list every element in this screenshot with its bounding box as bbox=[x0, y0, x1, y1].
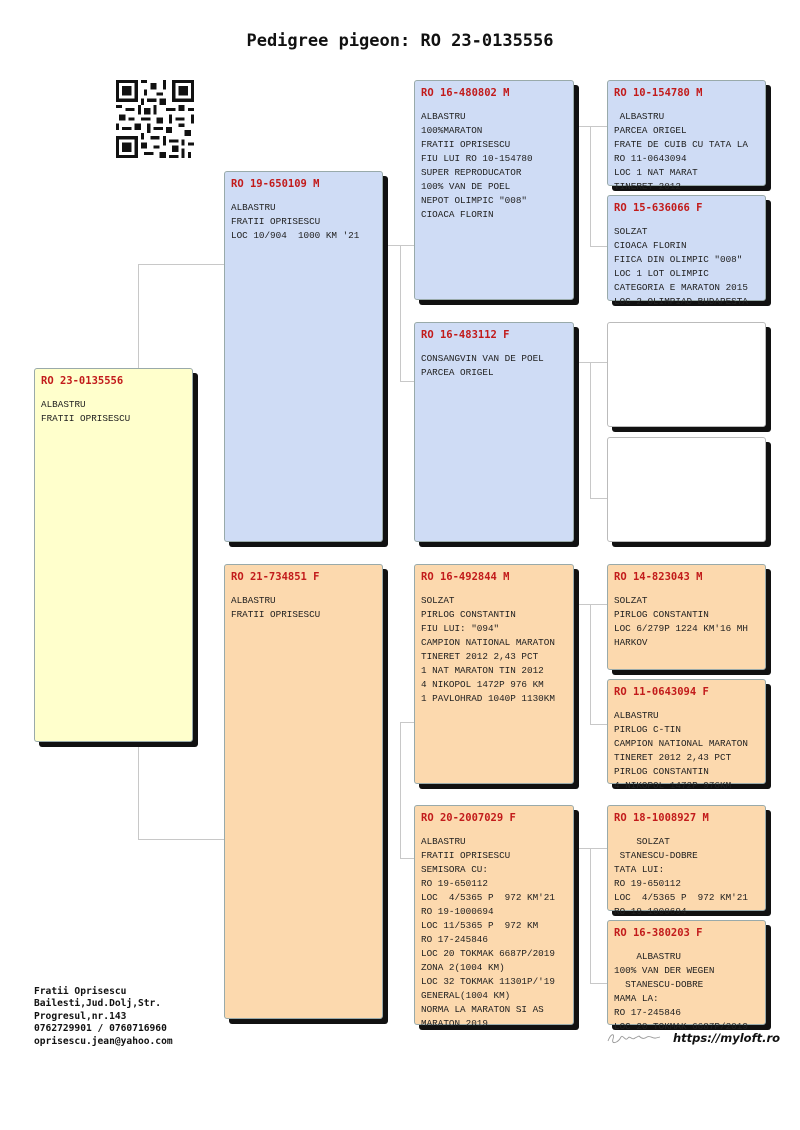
connector-line bbox=[590, 362, 591, 498]
info-line: RO 17-245846 bbox=[421, 934, 488, 945]
info-line: LOC 32 TOKMAK 11301P/'19 bbox=[421, 976, 555, 987]
ring-number: RO 10-154780 M bbox=[614, 87, 703, 99]
ring-number: RO 16-380203 F bbox=[614, 927, 703, 939]
info-line: GENERAL(1004 KM) bbox=[421, 990, 511, 1001]
info-line: LOC 1 NAT MARAT bbox=[614, 167, 698, 178]
breeder-email[interactable]: oprisescu.jean@yahoo.com bbox=[34, 1035, 173, 1047]
info-line: PIRLOG CONSTANTIN bbox=[421, 609, 516, 620]
info-line: RO 19-650112 bbox=[421, 878, 488, 889]
great-granddam-4-card[interactable] bbox=[607, 920, 766, 1032]
info-line: FRATE DE CUIB CU TATA LA bbox=[614, 139, 748, 150]
page-title: Pedigree pigeon: RO 23-0135556 bbox=[246, 31, 554, 51]
website-link[interactable]: https://myloft.ro bbox=[673, 1031, 781, 1045]
info-line: TINERET 2012 bbox=[614, 181, 681, 192]
dam-card[interactable] bbox=[224, 564, 383, 1019]
grandsire-paternal-card[interactable] bbox=[414, 80, 574, 300]
ring-number: RO 16-480802 M bbox=[421, 87, 510, 99]
great-grandsire-2-card[interactable] bbox=[607, 322, 766, 427]
info-line: CATEGORIA E MARATON 2015 bbox=[614, 282, 748, 293]
connector-line bbox=[400, 245, 401, 381]
connector-line bbox=[138, 839, 224, 840]
breeder-line: Progresul,nr.143 bbox=[34, 1010, 127, 1022]
info-line: 4 NIKOPOL 1472P 976KM bbox=[614, 780, 732, 791]
info-line: NEPOT OLIMPIC "008" bbox=[421, 195, 528, 206]
ring-number: RO 16-492844 M bbox=[421, 571, 510, 583]
info-line: ALBASTRU bbox=[421, 836, 466, 847]
ring-number: RO 23-0135556 bbox=[41, 375, 124, 387]
info-line: PIRLOG CONSTANTIN bbox=[614, 609, 709, 620]
breeder-line: Bailesti,Jud.Dolj,Str. bbox=[34, 998, 162, 1010]
info-line: SOLZAT bbox=[614, 836, 670, 847]
breeder-line: 0762729901 / 0760716960 bbox=[34, 1023, 167, 1035]
info-line: PARCEA ORIGEL bbox=[421, 367, 494, 378]
info-line: CAMPION NATIONAL MARATON bbox=[421, 637, 555, 648]
great-grandsire-3-card[interactable] bbox=[607, 564, 766, 670]
info-line: FIICA DIN OLIMPIC "008" bbox=[614, 254, 743, 265]
connector-line bbox=[574, 126, 608, 127]
info-line: RO 19-1000694 bbox=[614, 906, 687, 917]
info-line: RO 17-245846 bbox=[614, 1007, 681, 1018]
info-line: MARATON 2019 bbox=[421, 1018, 488, 1029]
info-line: 4 NIKOPOL 1472P 976 KM bbox=[421, 679, 544, 690]
granddam-paternal-card[interactable] bbox=[414, 322, 574, 542]
connector-line bbox=[400, 381, 415, 382]
info-line: 1 NAT MARATON TIN 2012 bbox=[421, 665, 544, 676]
info-line: LOC 11/5365 P 972 KM bbox=[421, 920, 539, 931]
info-line: PIRLOG C-TIN bbox=[614, 724, 681, 735]
connector-line bbox=[138, 264, 139, 368]
granddam-maternal-card[interactable] bbox=[414, 805, 574, 1029]
info-line: LOC 6/279P 1224 KM'16 MH bbox=[614, 623, 748, 634]
info-line: TINERET 2012 2,43 PCT bbox=[421, 651, 539, 662]
info-line: LOC 20 TOKMAK 6687P/2019 bbox=[614, 1021, 748, 1032]
breeder-line: Fratii Oprisescu bbox=[34, 986, 127, 997]
connector-line bbox=[574, 362, 608, 363]
info-line: LOC 2 OLIMPIAD BUDAPESTA bbox=[614, 296, 748, 307]
great-granddam-2-card[interactable] bbox=[607, 437, 766, 542]
grandsire-maternal-card[interactable] bbox=[414, 564, 574, 784]
connector-line bbox=[590, 848, 591, 983]
info-line: NORMA LA MARATON SI AS bbox=[421, 1004, 544, 1015]
info-line: RO 19-650112 bbox=[614, 878, 681, 889]
info-line: FRATII OPRISESCU bbox=[231, 216, 321, 227]
info-line: SEMISORA CU: bbox=[421, 864, 488, 875]
info-line: LOC 1 LOT OLIMPIC bbox=[614, 268, 709, 279]
info-line: FIU LUI: "094" bbox=[421, 623, 500, 634]
info-line: ALBASTRU bbox=[614, 111, 665, 122]
info-line: LOC 20 TOKMAK 6687P/2019 bbox=[421, 948, 555, 959]
connector-line bbox=[138, 742, 139, 839]
breeder-contact bbox=[34, 986, 173, 1048]
info-line: LOC 4/5365 P 972 KM'21 bbox=[421, 892, 555, 903]
ring-number: RO 18-1008927 M bbox=[614, 812, 709, 824]
great-grandsire-1-card[interactable] bbox=[607, 80, 766, 192]
connector-line bbox=[400, 722, 401, 858]
qr-code-icon bbox=[116, 80, 194, 158]
ring-number: RO 20-2007029 F bbox=[421, 812, 516, 824]
great-granddam-3-card[interactable] bbox=[607, 679, 766, 791]
info-line: HARKOV bbox=[614, 637, 648, 648]
info-line: ALBASTRU bbox=[421, 111, 466, 122]
connector-line bbox=[590, 126, 591, 246]
connector-line bbox=[590, 724, 608, 725]
info-line: LOC 10/904 1000 KM '21 bbox=[231, 230, 360, 241]
info-line: SOLZAT bbox=[614, 595, 648, 606]
info-line: PIRLOG CONSTANTIN bbox=[614, 766, 709, 777]
info-line: ALBASTRU bbox=[614, 710, 659, 721]
connector-line bbox=[590, 983, 608, 984]
connector-line bbox=[400, 858, 415, 859]
info-line: SOLZAT bbox=[421, 595, 455, 606]
sire-card[interactable] bbox=[224, 171, 383, 542]
info-line: ALBASTRU bbox=[231, 202, 276, 213]
info-line: PARCEA ORIGEL bbox=[614, 125, 687, 136]
info-line: CIOACA FLORIN bbox=[614, 240, 687, 251]
info-line: STANESCU-DOBRE bbox=[614, 850, 698, 861]
info-line: FRATII OPRISESCU bbox=[421, 139, 511, 150]
ring-number: RO 11-0643094 F bbox=[614, 686, 709, 698]
info-line: ZONA 2(1004 KM) bbox=[421, 962, 505, 973]
info-line: STANESCU-DOBRE bbox=[614, 979, 704, 990]
info-line: TINERET 2012 2,43 PCT bbox=[614, 752, 732, 763]
info-line: 100% VAN DER WEGEN bbox=[614, 965, 715, 976]
info-line: FRATII OPRISESCU bbox=[231, 609, 321, 620]
connector-line bbox=[590, 498, 608, 499]
connector-line bbox=[400, 722, 415, 723]
connector-line bbox=[574, 604, 608, 605]
info-line: ALBASTRU bbox=[614, 951, 681, 962]
info-line: MAMA LA: bbox=[614, 993, 659, 1004]
great-granddam-1-card[interactable] bbox=[607, 195, 766, 307]
info-line: CONSANGVIN VAN DE POEL bbox=[421, 353, 544, 364]
info-line: RO 11-0643094 bbox=[614, 153, 687, 164]
info-line: SOLZAT bbox=[614, 226, 648, 237]
info-line: CAMPION NATIONAL MARATON bbox=[614, 738, 748, 749]
info-line: 100% VAN DE POEL bbox=[421, 181, 511, 192]
ring-number: RO 14-823043 M bbox=[614, 571, 703, 583]
ring-number: RO 15-636066 F bbox=[614, 202, 703, 214]
info-line: FRATII OPRISESCU bbox=[41, 413, 131, 424]
subject-card[interactable] bbox=[34, 368, 193, 742]
info-line: RO 19-1000694 bbox=[421, 906, 494, 917]
signature-icon bbox=[606, 1030, 662, 1046]
connector-line bbox=[574, 848, 608, 849]
ring-number: RO 19-650109 M bbox=[231, 178, 320, 190]
connector-line bbox=[138, 264, 224, 265]
info-line: ALBASTRU bbox=[41, 399, 86, 410]
connector-line bbox=[590, 246, 608, 247]
info-line: ALBASTRU bbox=[231, 595, 276, 606]
info-line: TATA LUI: bbox=[614, 864, 665, 875]
connector-line bbox=[590, 604, 591, 724]
great-grandsire-4-card[interactable] bbox=[607, 805, 766, 917]
info-line: SUPER REPRODUCATOR bbox=[421, 167, 522, 178]
ring-number: RO 21-734851 F bbox=[231, 571, 320, 583]
info-line: LOC 4/5365 P 972 KM'21 bbox=[614, 892, 748, 903]
ring-number: RO 16-483112 F bbox=[421, 329, 510, 341]
info-line: CIOACA FLORIN bbox=[421, 209, 494, 220]
info-line: 1 PAVLOHRAD 1040P 1130KM bbox=[421, 693, 555, 704]
connector-line bbox=[382, 245, 415, 246]
info-line: FIU LUI RO 10-154780 bbox=[421, 153, 533, 164]
info-line: 100%MARATON bbox=[421, 125, 483, 136]
info-line: FRATII OPRISESCU bbox=[421, 850, 511, 861]
